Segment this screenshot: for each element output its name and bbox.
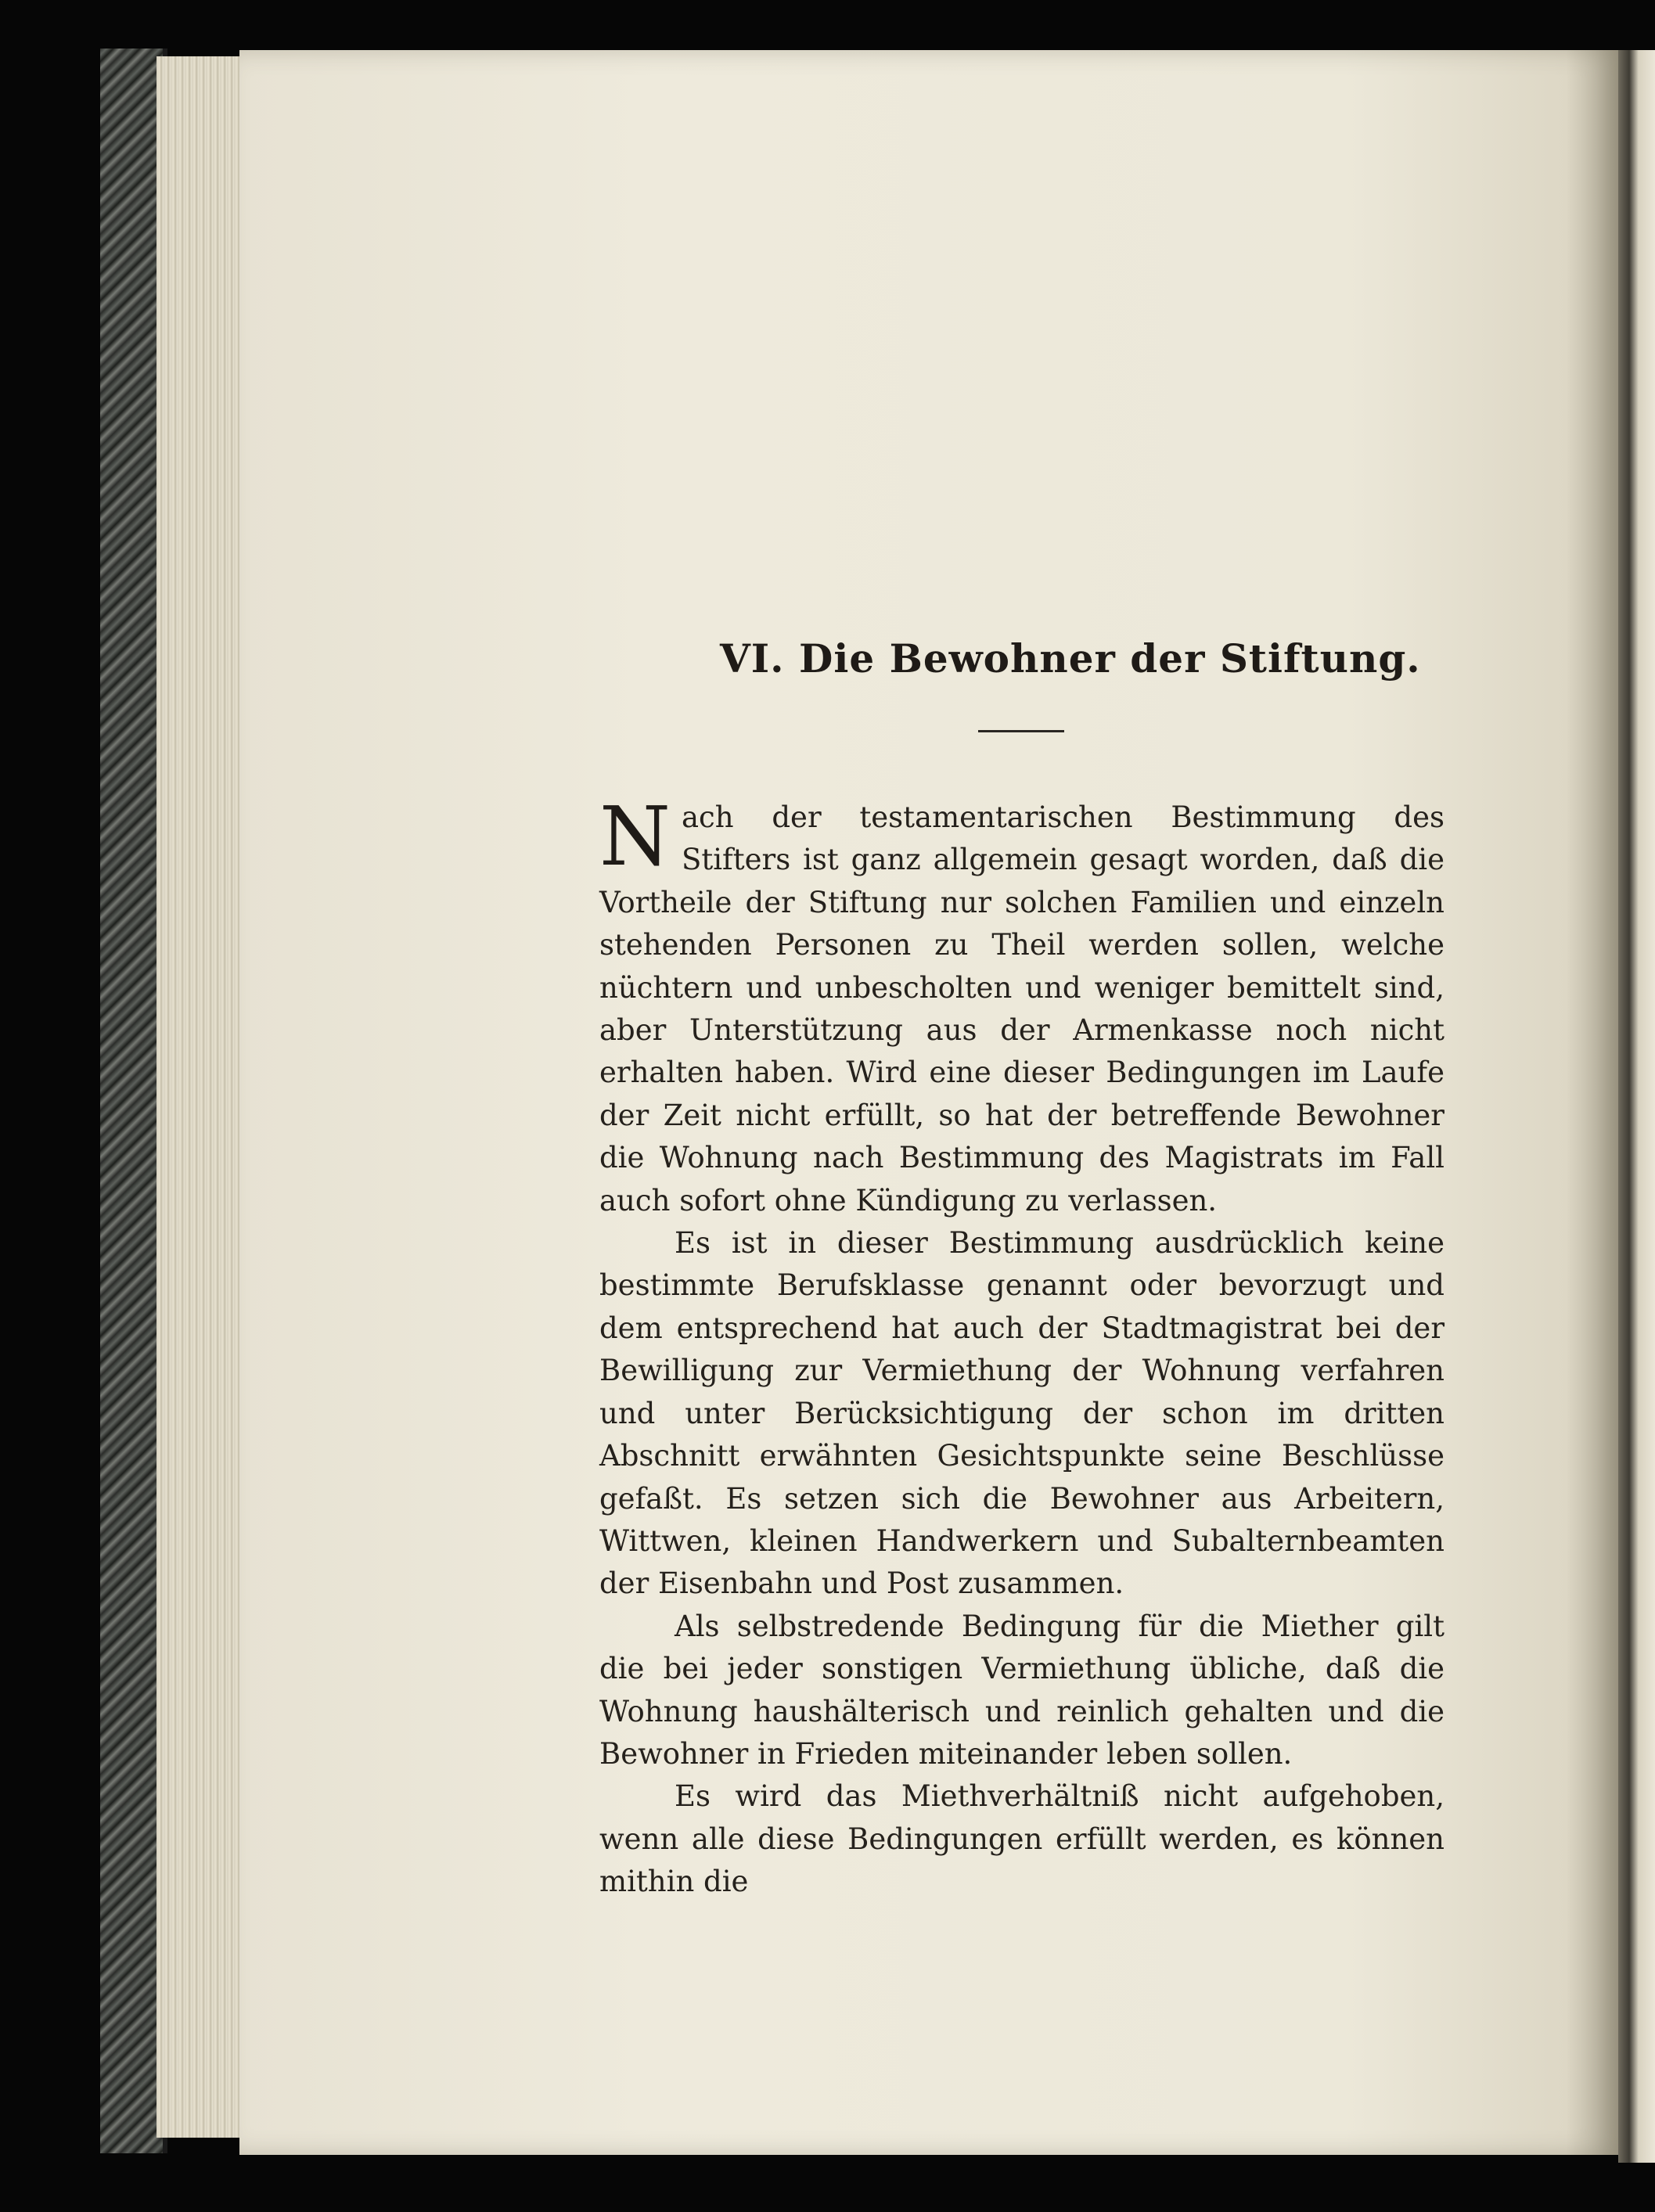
page-edges <box>157 56 243 2138</box>
paragraph-4: Es wird das Miethverhältniß nicht aufgehoben, wenn alle diese Bedingungen erfüllt werden, es können mithin die <box>599 1779 1445 1899</box>
paragraph-1-text: ach der testamentarischen Bestimmung des Stifters ist ganz allgemein gesagt worden, daß die Vortheile der Stiftung nur solchen Familien und einzeln stehenden Personen zu Theil werden sollen, welche nüchtern und unbescholten und weniger bemittelt sind, aber Unterstützung aus der Armenkasse noch nicht erhalten haben. Wird eine dieser Bedingungen im Laufe der Zeit nicht erfüllt, so hat der betreffende Bewohner die Wohnung nach Bestimmung des Magistrats im Fall auch sofort ohne Kündigung zu verlassen. <box>599 800 1445 1217</box>
chapter-heading: VI. Die Bewohner der Stiftung. <box>720 635 1421 682</box>
drop-cap: N <box>599 789 671 884</box>
paragraph-1 <box>599 789 1445 1222</box>
paragraph-3: Als selbstredende Bedingung für die Miether gilt die bei jeder sonstigen Vermiethung übliche, daß die Wohnung haushälterisch und reinlich gehalten und die Bewohner in Frieden miteinander leben sollen. <box>599 1609 1445 1771</box>
body-text <box>599 789 1445 1904</box>
paragraph-2: Es ist in dieser Bestimmung ausdrücklich keine bestimmte Berufsklasse genannt oder bevorzugt und dem entsprechend hat auch der Stadtmagistrat bei der Bewilligung zur Vermiethung der Wohnung verfahren und unter Berücksichtigung der schon im dritten Abschnitt erwähnten Gesichtspunkte seine Beschlüsse gefaßt. Es setzen sich die Bewohner aus Arbeitern, Wittwen, kleinen Handwerkern und Subalternbeamten der Eisenbahn und Post zusammen. <box>599 1226 1445 1601</box>
heading-rule <box>978 730 1064 732</box>
gutter-shadow <box>1618 50 1655 2163</box>
